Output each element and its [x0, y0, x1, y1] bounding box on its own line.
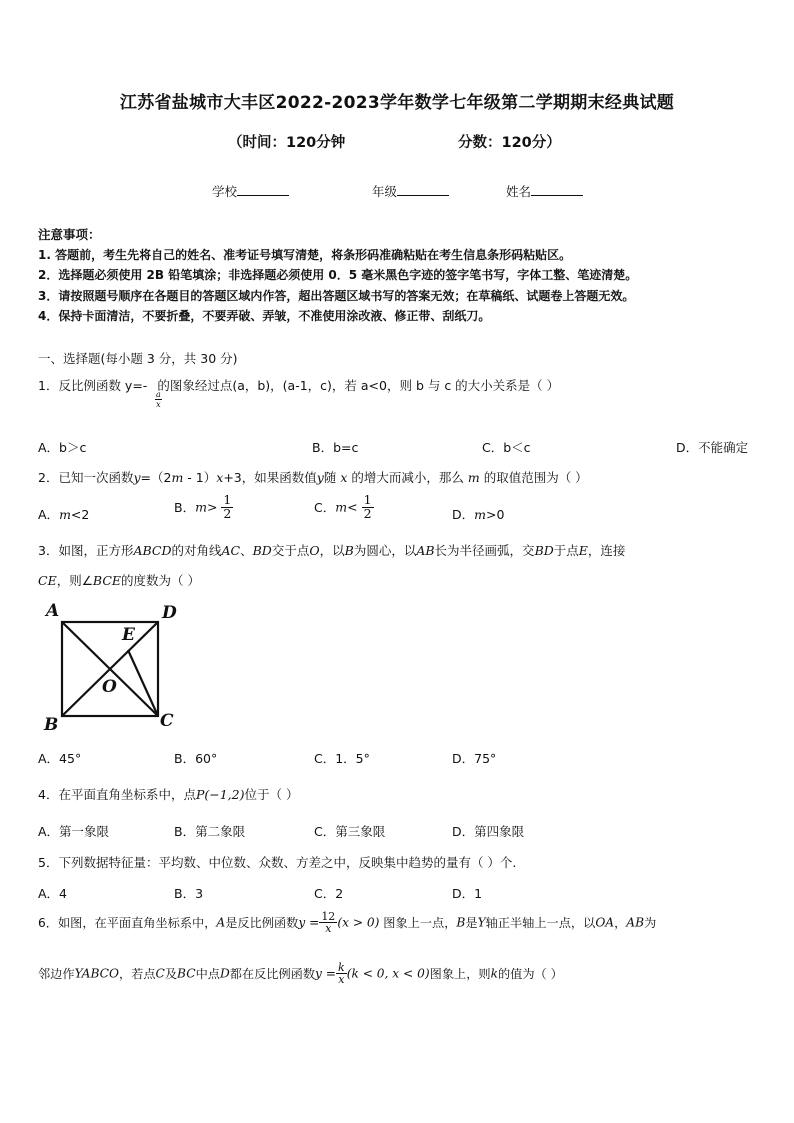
q3-text: 的度数为（ ）: [121, 573, 201, 588]
q2-var-y: y: [133, 470, 141, 485]
q1-fraction-num: a: [156, 390, 161, 399]
q2-text: 的增大而减小，那么: [351, 470, 464, 485]
q6-text: 的值为（ ）: [497, 967, 563, 981]
q2-option-rel: <: [347, 499, 358, 515]
q2-var-m: m: [467, 470, 480, 485]
q4-option-d[interactable]: D．第四象限: [452, 824, 525, 839]
label-B: B: [44, 715, 59, 735]
q3-option-c[interactable]: C．1．5°: [314, 751, 370, 766]
q1-option-a[interactable]: A．b＞c: [38, 440, 87, 455]
exam-title: 江苏省盐城市大丰区2022-2023学年数学七年级第二学期期末经典试题: [119, 93, 675, 113]
question-1: [38, 376, 559, 394]
note-item: 4．保持卡面清洁，不要折叠，不要弄破、弄皱，不准使用涂改液、修正带、刮纸刀。: [38, 309, 491, 323]
q3-var: AC: [221, 543, 241, 558]
fraction-den: 2: [223, 505, 232, 521]
q1-suffix: 的图象经过点(a，b)，(a-1，c)，若 a<0，则 b 与 c 的大小关系是（ ）: [157, 378, 560, 393]
q3-option-b[interactable]: B．60°: [174, 751, 218, 766]
q2-option-rel: <2: [70, 507, 90, 522]
q6-parallelogram: YABCO: [74, 966, 119, 981]
q6-text: 6．如图，在平面直角坐标系中，: [38, 916, 217, 930]
name-blank[interactable]: [531, 183, 583, 196]
name-label: 姓名: [506, 184, 532, 199]
q2-option-letter: C．: [314, 500, 336, 515]
note-item: 2．选择题必须使用 2B 铅笔填涂；非选择题必须使用 0．5 毫米黑色字迹的签字笔书写，字体工整、笔迹清楚。: [38, 268, 638, 282]
q5-option-c[interactable]: C．2: [314, 886, 344, 901]
label-O: O: [102, 677, 117, 697]
school-field: [212, 182, 289, 200]
q3-var: E: [578, 543, 588, 558]
q1-option-c[interactable]: C．b＜c: [482, 440, 531, 455]
exam-time: （时间：120分钟: [228, 135, 346, 151]
question-4: [38, 785, 298, 803]
q3-text: 3．如图，正方形: [38, 543, 134, 558]
q6-text: 轴正半轴上一点，以: [485, 916, 596, 930]
q2-half-fraction: [221, 494, 233, 520]
q6-fn2-lhs: y =: [315, 966, 337, 981]
exam-score: 分数：120分）: [458, 135, 561, 151]
q3-var: ABCD: [133, 543, 172, 558]
q6-var: Y: [477, 915, 486, 930]
q6-var: B: [456, 915, 466, 930]
grade-label: 年级: [372, 184, 398, 199]
q2-var-x: x: [216, 470, 224, 485]
q6-text: 图象上一点，: [383, 916, 457, 930]
question-3-line-2: [38, 571, 200, 589]
q3-text: ，以: [319, 543, 345, 558]
q2-option-d[interactable]: [452, 505, 504, 523]
q3-var: BCE: [92, 573, 122, 588]
q3-var: BD: [252, 543, 272, 558]
notes-heading: 注意事项：: [38, 227, 101, 242]
name-field: [506, 182, 583, 200]
q2-var-m: m: [171, 470, 184, 485]
q3-option-d[interactable]: D．75°: [452, 751, 497, 766]
question-6-line-2: [38, 962, 563, 985]
q2-var-m: m: [335, 499, 348, 515]
q3-square-figure: [38, 598, 188, 738]
q6-var: A: [216, 915, 226, 930]
q4-text: 4．在平面直角坐标系中，点: [38, 787, 196, 802]
q2-var-y: y: [316, 470, 324, 485]
q6-var: AB: [626, 915, 645, 930]
q6-text: 为: [644, 916, 657, 930]
q3-var: B: [344, 543, 354, 558]
section-heading: 一、选择题(每小题 3 分，共 30 分): [38, 351, 238, 366]
q2-text: +3，如果函数值: [223, 470, 317, 485]
q5-option-a[interactable]: A．4: [38, 886, 68, 901]
q3-option-a[interactable]: A．45°: [38, 751, 82, 766]
q6-var: D: [219, 966, 230, 981]
q5-option-b[interactable]: B．3: [174, 886, 204, 901]
fraction-num: 1: [363, 492, 372, 507]
grade-blank[interactable]: [397, 183, 449, 196]
q3-var: CE: [38, 573, 57, 588]
q2-text: =（2: [140, 470, 172, 485]
q2-var-m: m: [59, 507, 71, 522]
q6-var: OA: [595, 915, 615, 930]
question-3-line-1: [38, 541, 625, 559]
q2-text: 的取值范围为（ ）: [483, 470, 588, 485]
q3-var: AB: [416, 543, 435, 558]
q1-fraction-den: x: [156, 400, 161, 409]
fraction-den: 2: [363, 505, 372, 521]
q3-text: 的对角线: [171, 543, 222, 558]
q3-var: BD: [534, 543, 554, 558]
q2-option-a[interactable]: [38, 505, 89, 523]
school-label: 学校: [212, 184, 238, 199]
q2-text: - 1）: [183, 470, 217, 485]
note-item: 1. 答题前，考生先将自己的姓名、准考证号填写清楚，将条形码准确粘贴在考生信息条形码粘贴区。: [38, 248, 572, 262]
q6-text: ，: [614, 916, 627, 930]
q4-point: P(−1,2): [195, 787, 245, 802]
label-D: D: [162, 603, 177, 623]
q2-var-m: m: [195, 499, 207, 515]
note-item: 3．请按照题号顺序在各题目的答题区域内作答，超出答题区域书写的答案无效；在草稿纸、试题卷上答题无效。: [38, 289, 635, 303]
q2-option-c[interactable]: [314, 494, 374, 520]
q6-fn1-cond: (x > 0): [337, 915, 380, 930]
question-5: 5．下列数据特征量：平均数、中位数、众数、方差之中，反映集中趋势的量有（ ）个.: [38, 855, 517, 870]
q6-text: 是: [465, 916, 478, 930]
q3-text: 长为半径画弧，交: [434, 543, 535, 558]
fraction-den: x: [325, 922, 332, 935]
label-C: C: [160, 711, 174, 731]
q5-option-d[interactable]: D．1: [452, 886, 483, 901]
q4-option-b[interactable]: B．第二象限: [174, 824, 246, 839]
q6-text: 都在反比例函数: [229, 967, 316, 981]
q1-prefix: 1．反比例函数 y=-: [38, 378, 148, 393]
fraction-num: 1: [223, 492, 232, 507]
q6-text: 及: [164, 967, 178, 981]
q3-text: 交于点: [271, 543, 310, 558]
q2-option-letter: D．: [452, 507, 475, 522]
q6-fn2-cond: (k < 0, x < 0): [346, 966, 430, 981]
q2-option-rel: >0: [486, 507, 505, 522]
q6-var: k: [490, 966, 498, 981]
label-E: E: [122, 625, 135, 645]
q2-var-x: x: [340, 470, 348, 485]
q6-text: 图象上，则: [429, 967, 491, 981]
q6-fn1-lhs: y =: [298, 915, 320, 930]
q3-text: ，则∠: [56, 573, 93, 588]
q2-option-b[interactable]: [174, 494, 233, 520]
q4-text: 位于（ ）: [244, 787, 299, 802]
q4-option-c[interactable]: C．第三象限: [314, 824, 386, 839]
q6-text: 是反比例函数: [225, 916, 299, 930]
q2-half-fraction: [362, 494, 374, 520]
q6-var: BC: [177, 966, 196, 981]
q2-option-letter: A．: [38, 507, 60, 522]
fraction-num: 12: [321, 910, 336, 923]
q3-text: 于点: [553, 543, 579, 558]
q3-var: O: [309, 543, 320, 558]
q2-text: 随: [323, 470, 337, 485]
q1-option-b[interactable]: B．b=c: [312, 440, 359, 455]
grade-field: [372, 182, 449, 200]
q6-var: C: [155, 966, 165, 981]
fraction-num: k: [338, 961, 345, 974]
q2-text: 2．已知一次函数: [38, 470, 134, 485]
label-A: A: [46, 601, 60, 621]
q1-option-d[interactable]: D．不能确定: [676, 440, 749, 455]
q3-text: 为圆心，以: [353, 543, 417, 558]
q6-text: 邻边作: [38, 967, 75, 981]
q2-option-letter: B．: [174, 500, 196, 515]
q2-option-rel: >: [206, 499, 218, 515]
q2-var-m: m: [474, 507, 486, 522]
q6-fn2-fraction: [336, 962, 347, 985]
q6-fn1-fraction: [319, 911, 337, 934]
question-2: [38, 468, 588, 486]
question-6-line-1: [38, 911, 656, 934]
q1-fraction: [155, 390, 162, 409]
q3-text: ，连接: [587, 543, 626, 558]
q4-option-a[interactable]: A．第一象限: [38, 824, 110, 839]
school-blank[interactable]: [237, 183, 289, 196]
segment-ce: [128, 650, 158, 716]
fraction-den: x: [338, 973, 345, 986]
q6-text: ，若点: [118, 967, 156, 981]
q3-text: 、: [240, 543, 253, 558]
q6-text: 中点: [195, 967, 220, 981]
